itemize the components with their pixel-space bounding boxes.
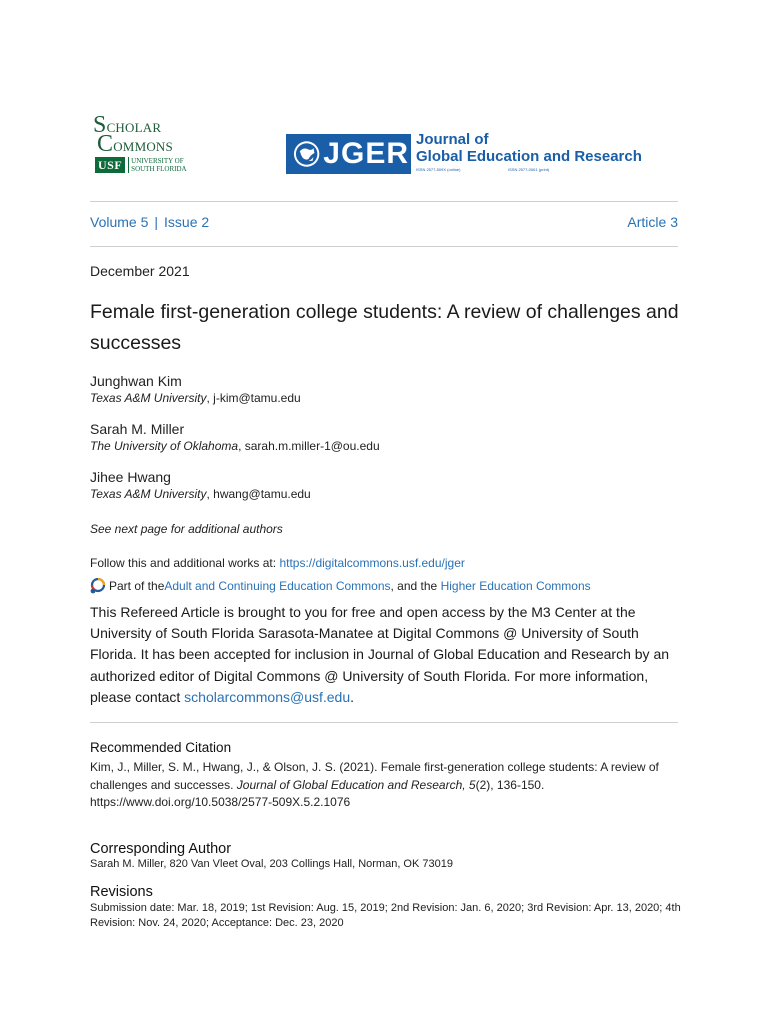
jger-logo <box>286 122 680 180</box>
issn-print: ISSN 2577-0061 (print) <box>508 167 550 172</box>
author-entry <box>90 373 680 406</box>
scholar-commons-logo <box>93 113 193 179</box>
see-next-note: See next page for additional authors <box>90 522 283 536</box>
citation-heading: Recommended Citation <box>90 740 232 755</box>
usf-logo <box>95 157 187 173</box>
usf-name: UNIVERSITY OF SOUTH FLORIDA <box>128 157 186 173</box>
jger-badge <box>286 134 411 174</box>
jger-title-line1: Journal of <box>416 131 489 148</box>
divider <box>90 722 678 723</box>
corresponding-author-heading: Corresponding Author <box>90 841 232 857</box>
issue-separator: | <box>154 214 159 230</box>
issue-line <box>90 214 678 231</box>
article-link[interactable]: Article 3 <box>627 214 678 230</box>
follow-line: Follow this and additional works at: https://digitalcommons.usf.edu/jger <box>90 556 465 570</box>
contact-email-link[interactable]: scholarcommons@usf.edu <box>184 688 351 705</box>
publication-date: December 2021 <box>90 263 190 279</box>
author-name: Junghwan Kim <box>90 373 182 389</box>
author-email: , hwang@tamu.edu <box>206 487 311 501</box>
jger-title-line2: Global Education and Research <box>416 148 642 165</box>
author-affiliation <box>90 390 680 406</box>
author-entry <box>90 421 680 454</box>
part-of-line: Part of the Adult and Continuing Education Commons , and the Higher Education Commons <box>90 578 591 594</box>
author-institution: Texas A&M University <box>90 487 207 501</box>
citation-doi: https://www.doi.org/10.5038/2577-509X.5.2.1076 <box>90 795 351 809</box>
author-entry <box>90 469 680 502</box>
author-affiliation <box>90 438 680 454</box>
access-statement: This Refereed Article is brought to you for free and open access by the M3 Center at the University of South Florida Sarasota-Manatee at Digital Commons @ University of South Florida. It has been accepted for inclusion in Journal of Global Education and Research by an authorized editor of Digital Commons @ University of South Florida. For more information, please contact scholarcommons@usf.edu. <box>90 604 670 705</box>
usf-block: USF <box>95 157 125 173</box>
commons-word: COMMONS <box>97 131 173 157</box>
author-affiliation <box>90 486 680 502</box>
article-title: Female first-generation college students: A review of challenges and successes <box>90 301 679 354</box>
issue-link[interactable]: Issue 2 <box>164 214 210 230</box>
scholar-word: SCHOLAR <box>93 112 162 138</box>
author-email: , sarah.m.miller-1@ou.edu <box>238 439 380 453</box>
adult-continuing-education-commons-link[interactable]: Adult and Continuing Education Commons <box>164 579 391 593</box>
author-name: Sarah M. Miller <box>90 421 185 437</box>
jger-collection-link[interactable]: https://digitalcommons.usf.edu/jger <box>279 556 465 570</box>
revisions-text: Submission date: Mar. 18, 2019; 1st Revision: Aug. 15, 2019; 2nd Revision: Jan. 6, 2020; 3rd Revision: Apr. 13, 2020; 4th Revision: Nov. 24, 2020; Acceptance: Dec. 23, 2020 <box>90 902 681 929</box>
author-email: , j-kim@tamu.edu <box>206 391 301 405</box>
author-name: Jihee Hwang <box>90 469 171 485</box>
corresponding-author-text: Sarah M. Miller, 820 Van Vleet Oval, 203 Collings Hall, Norman, OK 73019 <box>90 858 453 870</box>
globe-icon <box>292 139 321 169</box>
jger-badge-text: JGER <box>323 137 409 170</box>
higher-education-commons-link[interactable]: Higher Education Commons <box>440 579 591 593</box>
divider <box>90 201 678 202</box>
author-institution: Texas A&M University <box>90 391 207 405</box>
divider <box>90 246 678 247</box>
network-icon <box>90 578 106 594</box>
issn-online: ISSN 2577-509X (online) <box>416 167 461 172</box>
author-institution: The University of Oklahoma <box>90 439 239 453</box>
volume-link[interactable]: Volume 5 <box>90 214 149 230</box>
citation-text: Kim, J., Miller, S. M., Hwang, J., & Olson, J. S. (2021). Female first-generation college students: A review of challenges and successes. Journal of Global Education and Research, 5(2), 136-150. https://www.doi.org/10.5038/2577-509X.5.2.1076 <box>90 760 659 809</box>
revisions-heading: Revisions <box>90 884 153 900</box>
